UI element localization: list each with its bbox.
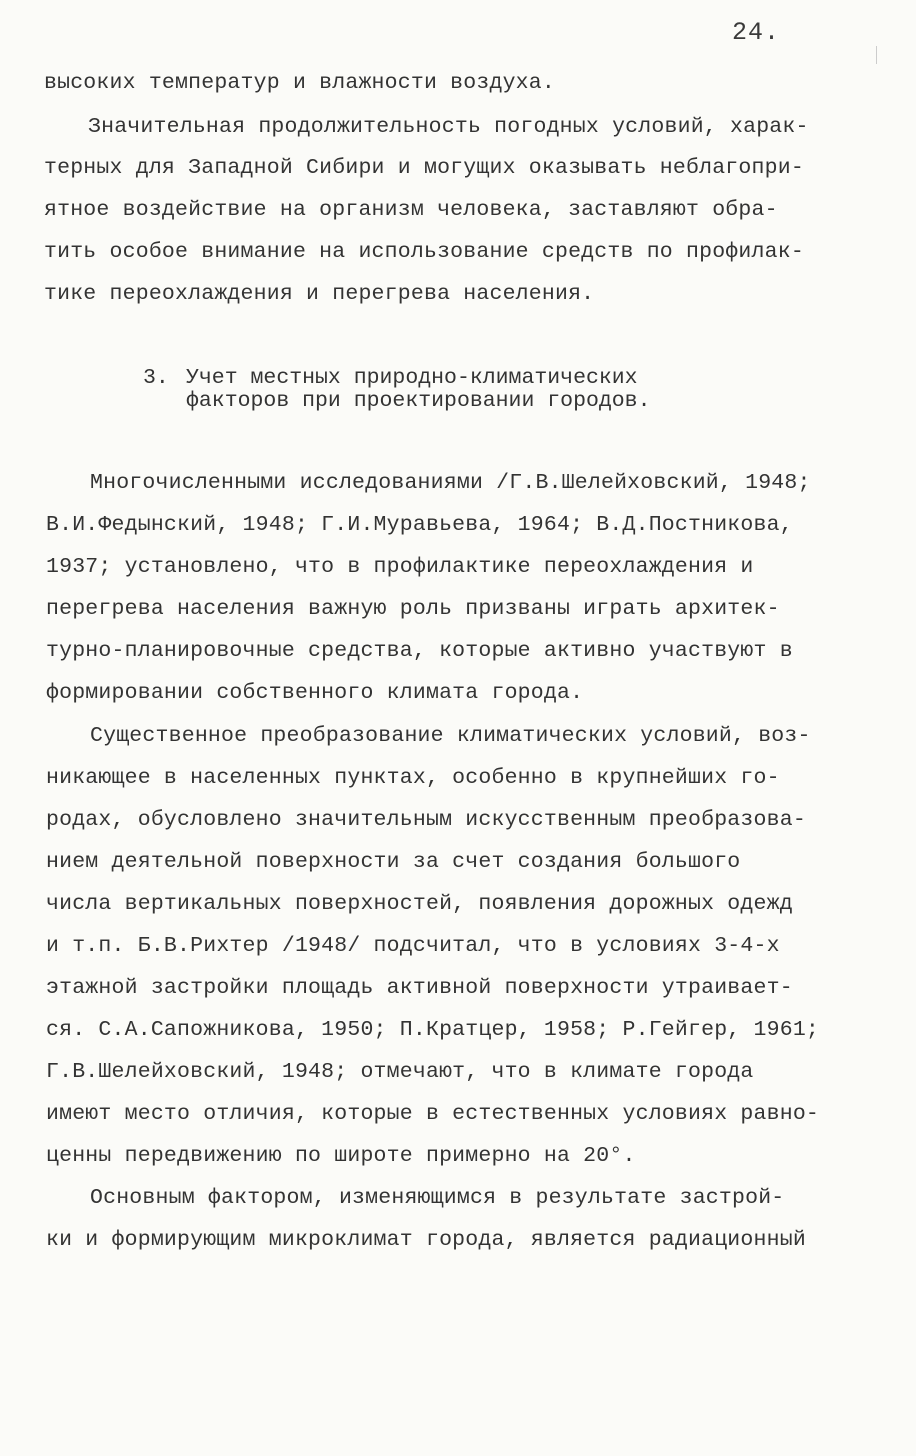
- paragraph-2-line: терных для Западной Сибири и могущих оказывать неблагопри-: [44, 156, 804, 180]
- paragraph-4-line: этажной застройки площадь активной поверхности утраивает-: [46, 976, 793, 1000]
- section-heading-line-1: Учет местных природно-климатических: [186, 366, 638, 390]
- paragraph-4-line: и т.п. Б.В.Рихтер /1948/ подсчитал, что в условиях 3-4-х: [46, 934, 780, 958]
- paragraph-4-line: Г.В.Шелейховский, 1948; отмечают, что в климате города: [46, 1060, 754, 1084]
- paragraph-3-line: перегрева населения важную роль призваны играть архитек-: [46, 597, 780, 621]
- paragraph-4-line: Существенное преобразование климатических условий, воз-: [90, 724, 811, 748]
- paragraph-3-line: В.И.Федынский, 1948; Г.И.Муравьева, 1964; В.Д.Постникова,: [46, 513, 793, 537]
- scan-edge-mark: [876, 46, 877, 64]
- paragraph-3-line: формировании собственного климата города.: [46, 681, 584, 705]
- paragraph-2-line: ятное воздействие на организм человека, заставляют обра-: [44, 198, 778, 222]
- paragraph-3-line: турно-планировочные средства, которые активно участвуют в: [46, 639, 793, 663]
- section-heading-line-2: факторов при проектировании городов.: [186, 389, 651, 413]
- paragraph-3-line: 1937; установлено, что в профилактике переохлаждения и: [46, 555, 754, 579]
- page-number: 24.: [732, 18, 781, 47]
- paragraph-2-line: тике переохлаждения и перегрева населения.: [44, 282, 595, 306]
- paragraph-4-line: никающее в населенных пунктах, особенно в крупнейших го-: [46, 766, 780, 790]
- paragraph-4-line: числа вертикальных поверхностей, появления дорожных одежд: [46, 892, 793, 916]
- paragraph-5-line: ки и формирующим микроклимат города, является радиационный: [46, 1228, 806, 1252]
- section-number: 3.: [143, 366, 169, 390]
- paragraph-3-line: Многочисленными исследованиями /Г.В.Шелейховский, 1948;: [90, 471, 811, 495]
- paragraph-5-line: Основным фактором, изменяющимся в результате застрой-: [90, 1186, 785, 1210]
- paragraph-4-line: ся. С.А.Сапожникова, 1950; П.Кратцер, 1958; Р.Гейгер, 1961;: [46, 1018, 820, 1042]
- paragraph-4-line: ценны передвижению по широте примерно на 20°.: [46, 1144, 636, 1168]
- paragraph-2-line: тить особое внимание на использование средств по профилак-: [44, 240, 804, 264]
- paragraph-4-line: родах, обусловлено значительным искусственным преобразова-: [46, 808, 806, 832]
- paragraph-1-line: высоких температур и влажности воздуха.: [44, 71, 555, 95]
- paragraph-4-line: имеют место отличия, которые в естественных условиях равно-: [46, 1102, 820, 1126]
- paragraph-4-line: нием деятельной поверхности за счет создания большого: [46, 850, 741, 874]
- paragraph-2-line: Значительная продолжительность погодных условий, харак-: [88, 115, 809, 139]
